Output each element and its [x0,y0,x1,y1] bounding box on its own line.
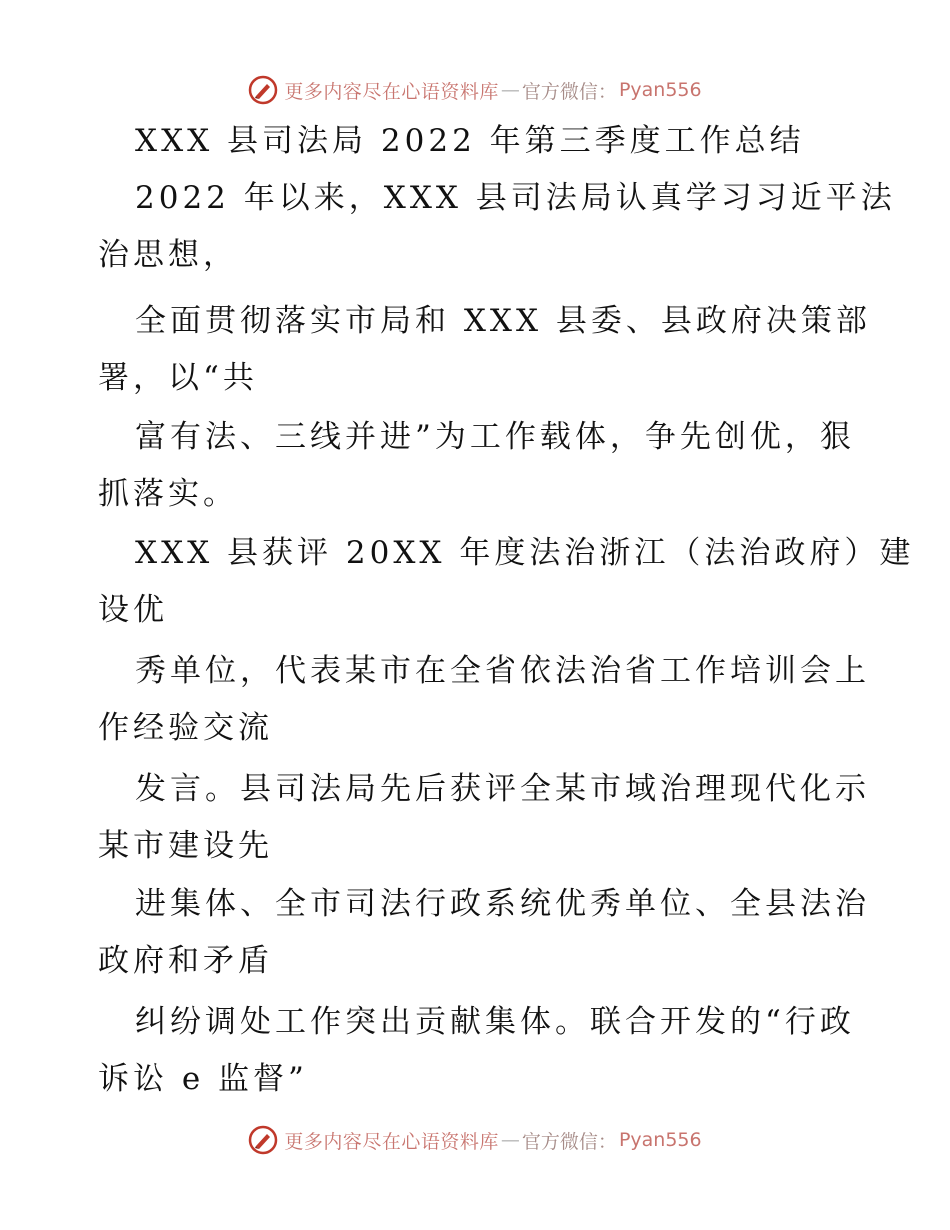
doc-line: 富有法、三线并进”为工作载体，争先创优，狠 [135,419,855,455]
footer-watermark [0,1120,950,1160]
header-watermark [0,70,950,110]
pen-logo-icon [248,1125,278,1155]
doc-line: 抓落实。 [98,476,238,512]
watermark-dash: — [500,79,520,101]
doc-line: 政府和矛盾 [98,943,273,979]
watermark-text: 更多内容尽在心语资料库 [284,1130,499,1153]
doc-line: 某市建设先 [98,828,273,864]
doc-line: 诉讼 e 监督” [98,1061,308,1097]
doc-line: 设优 [98,592,168,628]
watermark-handle: Pyan556 [618,79,702,101]
watermark-label: 官方微信： [521,80,617,103]
doc-line: 纠纷调处工作突出贡献集体。联合开发的“行政 [135,1004,855,1040]
pen-logo-icon [248,75,278,105]
doc-line: 发言。县司法局先后获评全某市域治理现代化示 [135,771,870,807]
doc-line: XXX 县获评 20XX 年度法治浙江（法治政府）建 [135,535,915,571]
doc-line: 2022 年以来，XXX 县司法局认真学习习近平法 [135,180,896,216]
watermark-handle: Pyan556 [618,1129,702,1151]
watermark-text: 更多内容尽在心语资料库 [284,80,499,103]
watermark-label: 官方微信： [521,1130,617,1153]
doc-line: 秀单位，代表某市在全省依法治省工作培训会上 [135,653,870,689]
doc-line: 作经验交流 [98,710,273,746]
watermark-dash: — [500,1129,520,1151]
doc-line: 进集体、全市司法行政系统优秀单位、全县法治 [135,886,870,922]
doc-line: 治思想， [98,237,238,273]
doc-title: XXX 县司法局 2022 年第三季度工作总结 [135,123,805,159]
doc-line: 署，以“共 [98,360,258,396]
doc-line: 全面贯彻落实市局和 XXX 县委、县政府决策部 [135,303,871,339]
